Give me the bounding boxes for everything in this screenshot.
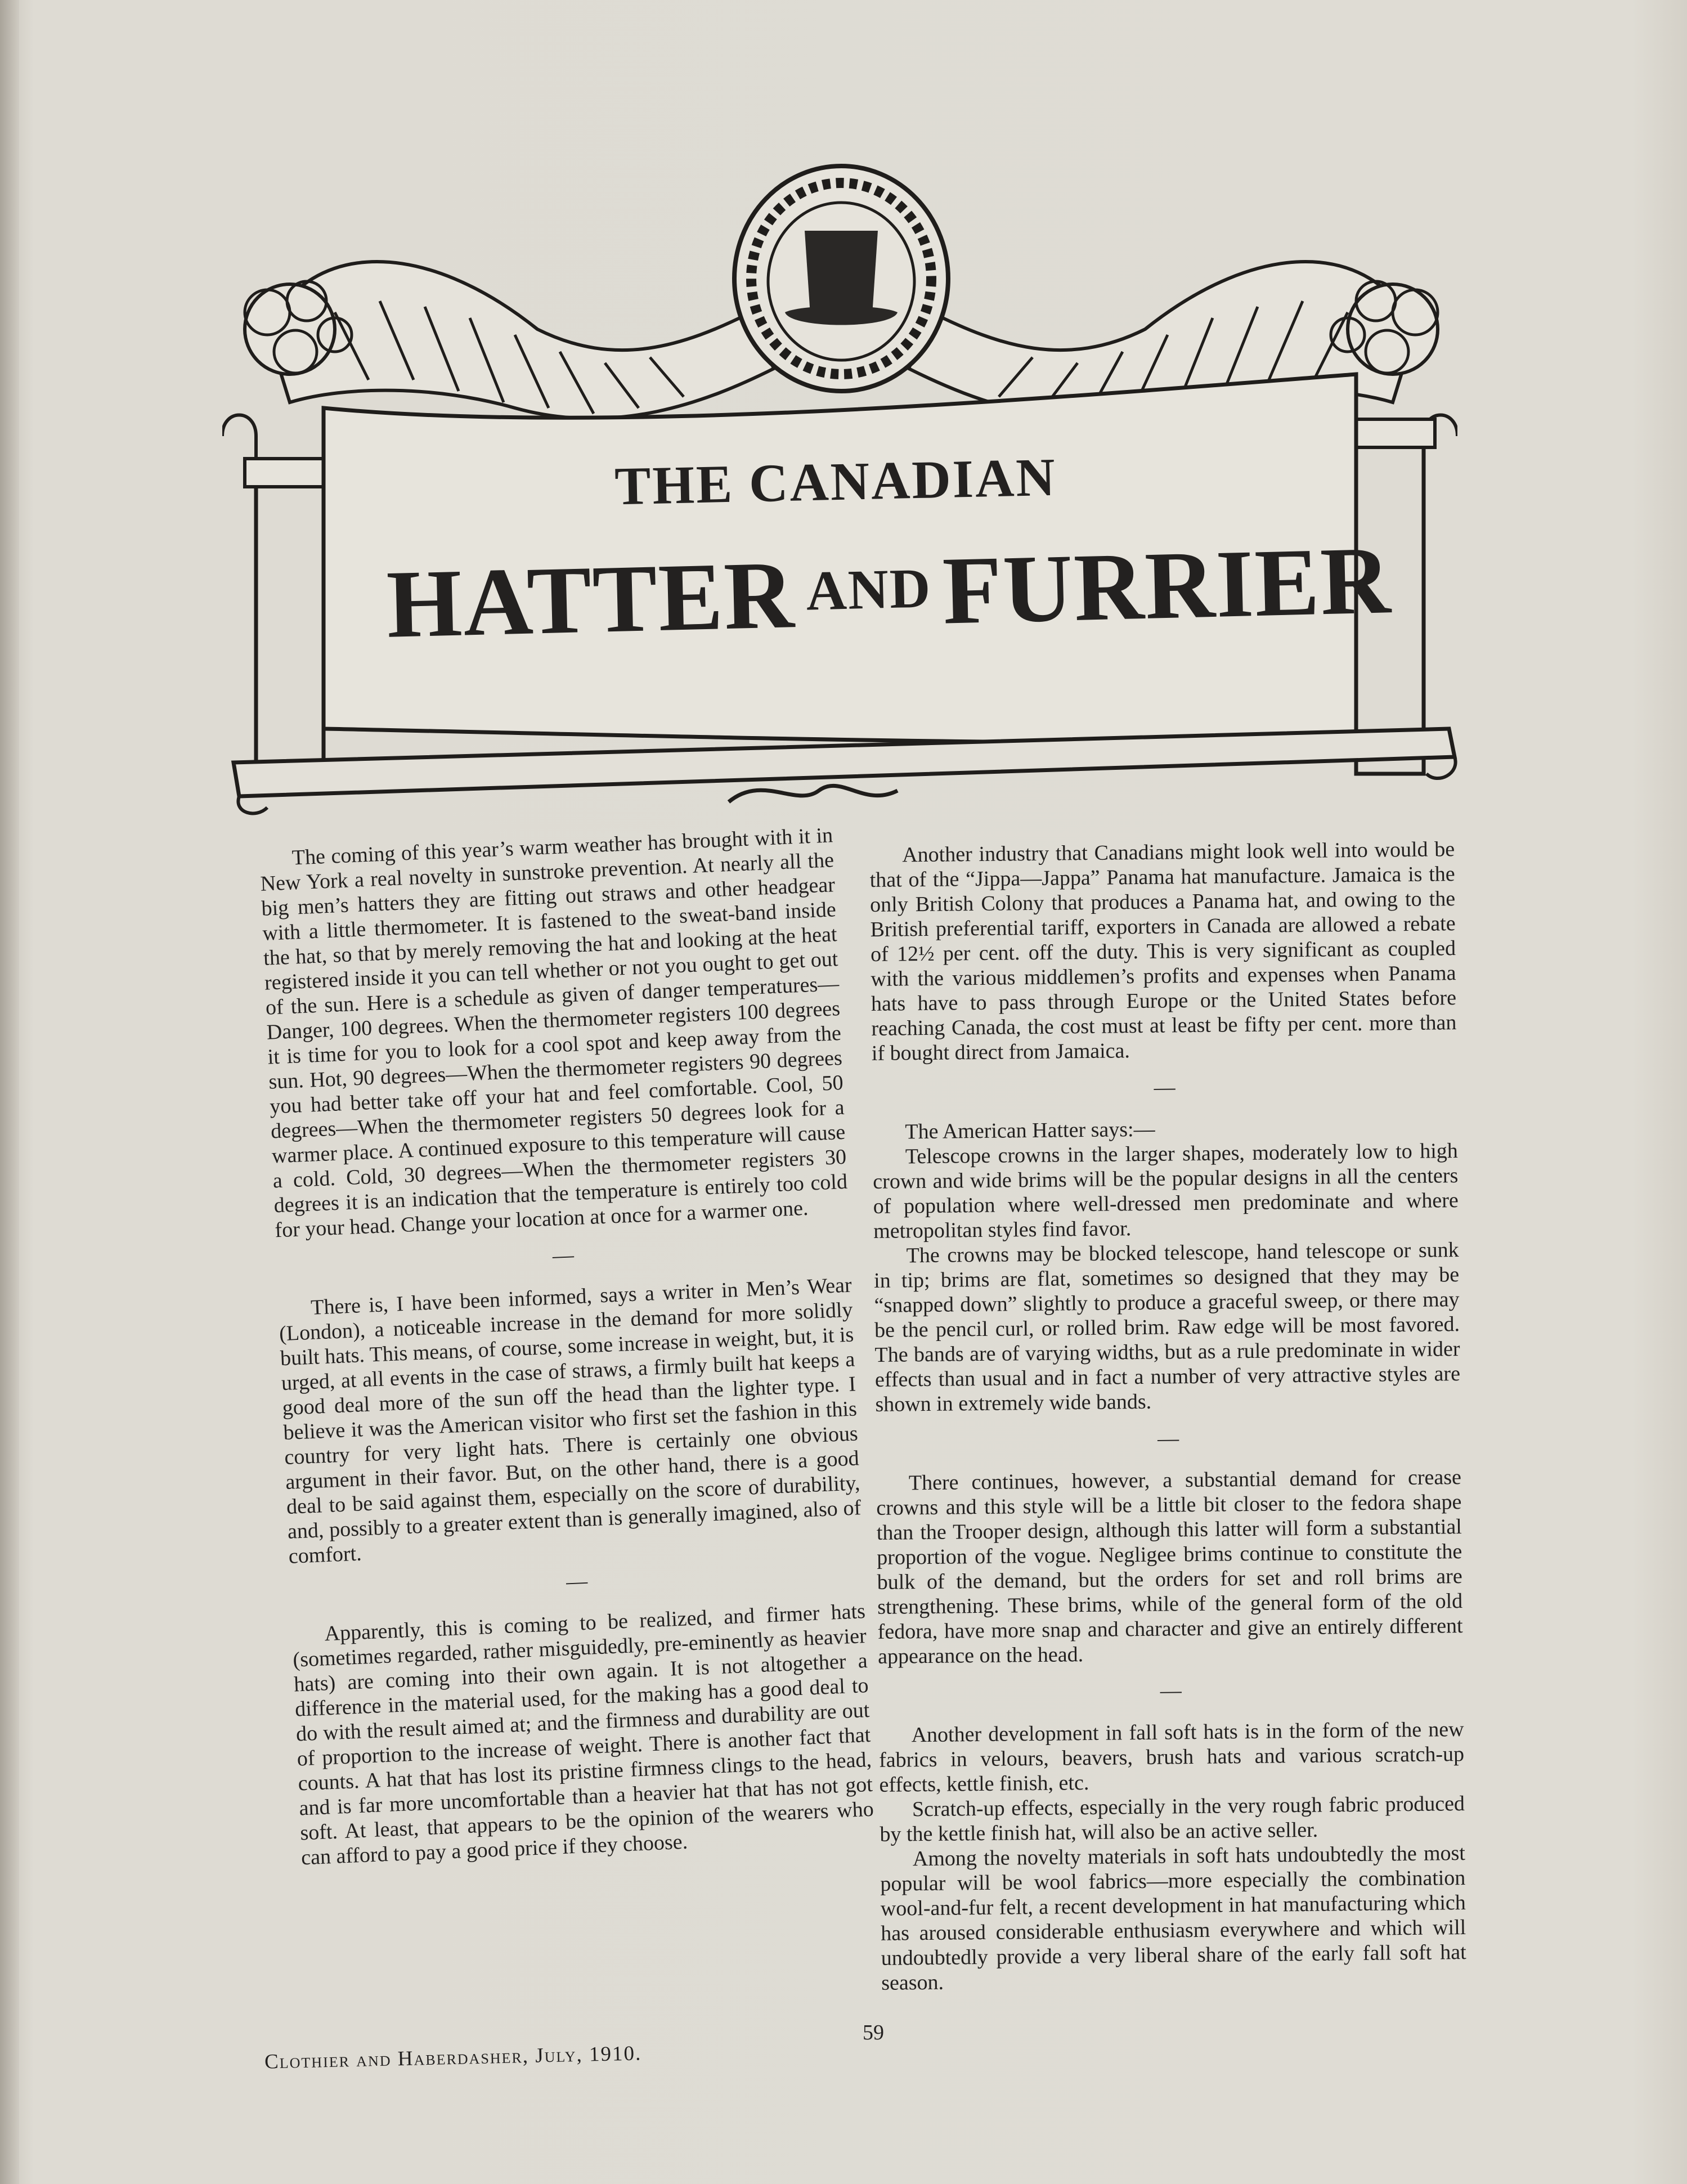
article-paragraph: Telescope crowns in the larger shapes, moderately low to high crown and wide brims will be the popular designs in all the centers of population where well-dressed men predominate and where metropolitan styles find favor.	[873, 1139, 1459, 1243]
masthead-title	[222, 143, 1457, 836]
masthead-line-1: THE CANADIAN	[614, 446, 1057, 517]
article-paragraph: The coming of this year’s warm weather has brought with it in New York a real novelty in sunstroke prevention. At nearly all the big men’s hatters they are fitting out straws and other headgear with a little thermometer. It is fastened to the sweat-band inside the hat, so that by merely removing the hat and looking at the heat registered inside it you can tell whether or not you ought to get out of the sun. Here is a schedule as given of danger temperatures—Danger, 100 degrees. When the thermometer registers 100 degrees it is time for you to look for a cool spot and keep away from the sun. Hot, 90 degrees—When the thermometer registers 90 degrees you had better take off your hat and feel comfortable. Cool, 50 degrees—When the thermometer registers 50 degrees look for a warmer place. A continued exposure to this temperature will cause a cold. Cold, 30 degrees—When the thermometer registers 30 degrees it is an indication that the temperature is entirely too cold for your head. Change your location at once for a warmer one.	[259, 823, 848, 1243]
article-paragraph: There continues, however, a substantial demand for crease crowns and this style will be a little bit closer to the fedora shape than the Trooper design, although this latter will form a substantial proportion of the vogue. Negligee brims continue to constitute the bulk of the demand, but the orders for set and roll brims are strengthening. These brims, while of the general form of the old fedora, have more snap and character and give an entirely different appearance on the head.	[876, 1465, 1463, 1669]
section-separator: —	[1160, 1679, 1182, 1703]
binding-gutter	[0, 0, 19, 2184]
masthead-hatter: HATTER	[385, 541, 797, 658]
masthead-and: AND	[805, 557, 932, 622]
section-separator: —	[1154, 1075, 1175, 1100]
page-number: 59	[863, 2021, 884, 2044]
article-paragraph: Scratch-up effects, especially in the very rough fabric produced by the kettle finish hat, will also be an active seller.	[880, 1792, 1465, 1846]
article-paragraph: There is, I have been informed, says a writer in Men’s Wear (London), a noticeable increase in the demand for more solidly built hats. This means, of course, some increase in weight, but, it is urged, at all events in the case of straws, a firmly built hat keeps a good deal more of the sun off the head than the lighter type. I believe it was the American visitor who first set the fashion in this country for very light hats. There is certainly one obvious argument in their favor. But, on the other hand, there is a good deal to be said against them, especially on the score of durability, and, possibly to a greater extent than is generally imagined, also of comfort.	[279, 1273, 862, 1568]
article-paragraph: Another development in fall soft hats is in the form of the new fabrics in velours, beavers, brush hats and various scratch-up effects, kettle finish, etc.	[878, 1717, 1465, 1797]
publication-credit: Clothier and Haberdasher, July, 1910.	[264, 2042, 642, 2074]
left-column	[259, 823, 875, 1870]
article-paragraph: Among the novelty materials in soft hats undoubtedly the most popular will be wool fabrics—more especially the combination wool-and-fur felt, a recent development in hat manufacturing which has aroused considerable enthusiasm everywhere and which will undoubtedly provide a very liberal share of the early fall soft hat season.	[880, 1841, 1466, 1995]
article-paragraph: The American Hatter says:—	[905, 1117, 1155, 1144]
masthead-furrier: FURRIER	[941, 527, 1393, 645]
section-separator: —	[1157, 1427, 1179, 1451]
publication-footer	[264, 2041, 642, 2074]
masthead-line-2	[353, 524, 1425, 661]
section-separator: —	[566, 1569, 589, 1594]
article-paragraph: The crowns may be blocked telescope, hand telescope or sunk in tip; brims are flat, sometimes so designed that they may be “snapped down” slightly to produce a graceful sweep, or there may be the pencil curl, or rolled brim. Raw edge will be most favored. The bands are of varying widths, but as a rule predominate in wider effects than usual and in fact a number of very attractive styles are shown in extremely wide bands.	[873, 1238, 1461, 1416]
article-paragraph: Another industry that Canadians might look well into would be that of the “Jippa—Jappa” Panama hat manufacture. Jamaica is the only British Colony that produces a Panama hat, and owing to the British preferential tariff, exporters in Canada are allowed a rebate of 12½ per cent. off the duty. This is very significant as coupled with the various middlemen’s profits and expenses when Panama hats have to pass through Europe or the United States before reaching Canada, the cost must at least be fifty per cent. more than if bought direct from Jamaica.	[869, 837, 1457, 1065]
masthead	[222, 143, 1457, 836]
right-column	[869, 837, 1466, 1995]
section-separator: —	[552, 1243, 575, 1268]
article-paragraph: Apparently, this is coming to be realized, and firmer hats (sometimes regarded, rather misguidedly, pre-eminently as heavier hats) are coming into their own again. It is not altogether a difference in the material used, for the making has a good deal to do with the result aimed at; and the firmness and durability are out of proportion to the increase of weight. There is another fact that counts. A hat that has lost its pristine firmness clings to the head, and is far more uncomfortable than a heavier hat that has not got soft. At least, that appears to be the opinion of the wearers who can afford to pay a good price if they choose.	[292, 1599, 874, 1870]
